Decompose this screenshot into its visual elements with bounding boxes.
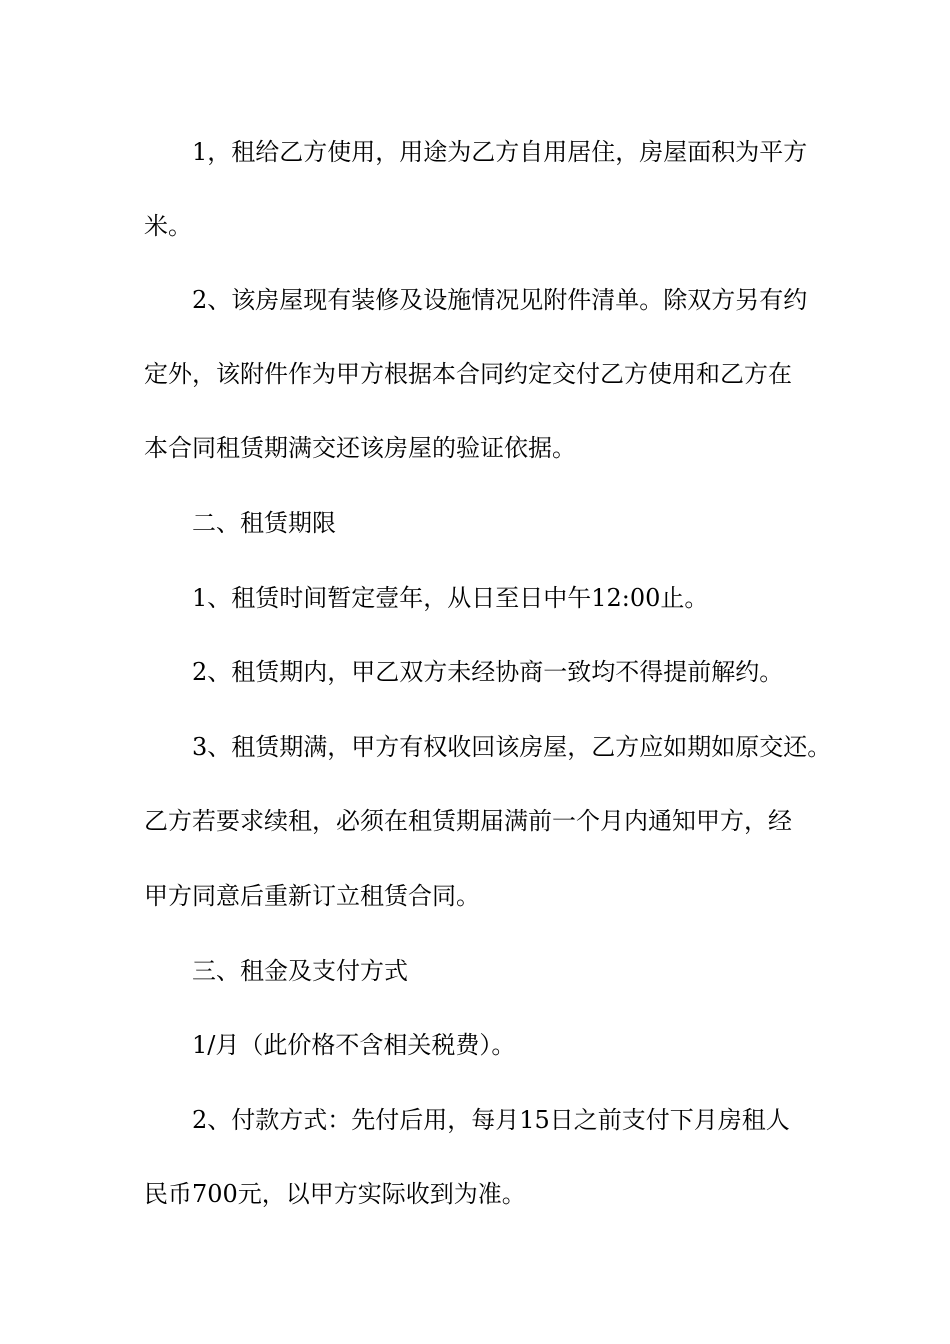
section-heading-rent-payment: 三、租金及支付方式 <box>192 957 408 985</box>
rent-clause-2-line-1: 2、付款方式：先付后用，每月15日之前支付下月房租人 <box>192 1106 790 1134</box>
lease-term-clause-3-line-1: 3、租赁期满，甲方有权收回该房屋，乙方应如期如原交还。 <box>192 733 832 761</box>
clause-2-line-2: 定外，该附件作为甲方根据本合同约定交付乙方使用和乙方在 <box>144 360 792 388</box>
rent-clause-1: 1/月（此价格不含相关税费）。 <box>192 1031 516 1059</box>
lease-term-clause-3-line-3: 甲方同意后重新订立租赁合同。 <box>144 882 480 910</box>
clause-2-line-3: 本合同租赁期满交还该房屋的验证依据。 <box>144 434 576 462</box>
rent-clause-2-line-2: 民币700元，以甲方实际收到为准。 <box>144 1180 526 1208</box>
lease-term-clause-3-line-2: 乙方若要求续租，必须在租赁期届满前一个月内通知甲方，经 <box>144 807 792 835</box>
lease-term-clause-2: 2、租赁期内，甲乙双方未经协商一致均不得提前解约。 <box>192 658 784 686</box>
clause-1-line-1: 1，租给乙方使用，用途为乙方自用居住，房屋面积为平方 <box>192 138 808 166</box>
clause-2-line-1: 2、该房屋现有装修及设施情况见附件清单。除双方另有约 <box>192 286 808 314</box>
lease-term-clause-1: 1、租赁时间暂定壹年，从日至日中午12:00止。 <box>192 584 709 612</box>
clause-1-line-2: 米。 <box>144 212 192 240</box>
section-heading-lease-term: 二、租赁期限 <box>192 509 336 537</box>
